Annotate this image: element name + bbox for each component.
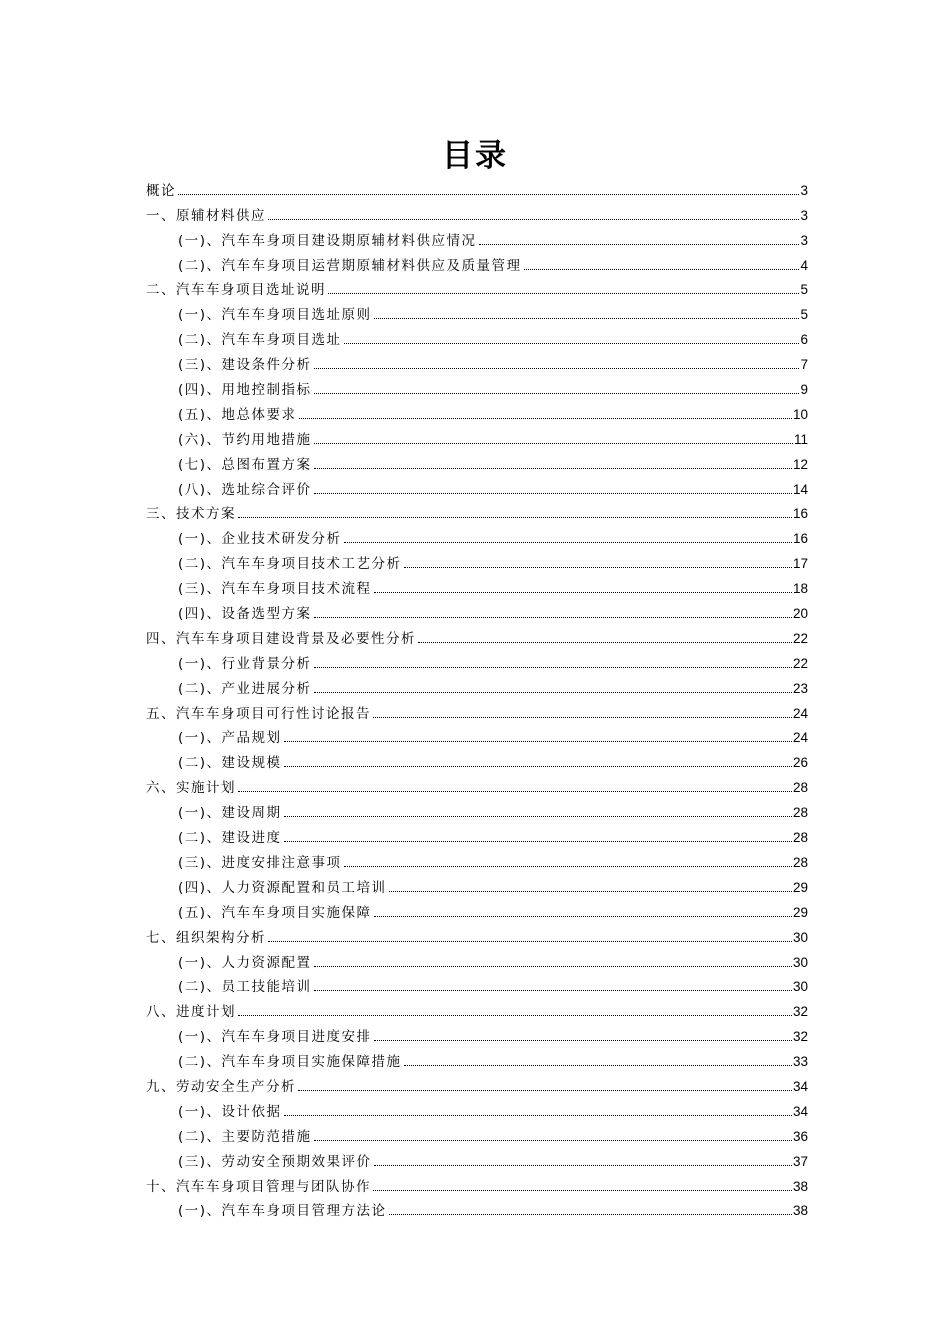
toc-entry[interactable] <box>146 1195 808 1220</box>
toc-entry[interactable] <box>146 821 808 846</box>
toc-entry-label: (一)、汽车车身项目选址原则 <box>178 307 372 324</box>
toc-entry-label: (一)、设计依据 <box>178 1103 282 1120</box>
toc-entry-label: 七、组织架构分析 <box>146 929 266 946</box>
toc-entry[interactable] <box>146 672 808 697</box>
toc-entry[interactable] <box>146 647 808 672</box>
toc-entry[interactable] <box>146 1045 808 1070</box>
dot-leader <box>374 916 792 917</box>
toc-entry[interactable] <box>146 1070 808 1095</box>
toc-entry-label: (二)、建设规模 <box>178 755 282 772</box>
dot-leader <box>314 393 800 394</box>
toc-entry-page-number: 3 <box>800 207 808 223</box>
toc-entry-page-number: 6 <box>800 332 808 348</box>
toc-entry[interactable] <box>146 547 808 572</box>
toc-entry-label: (一)、汽车车身项目进度安排 <box>178 1029 372 1046</box>
toc-entry-page-number: 16 <box>792 506 808 522</box>
toc-entry-label: (一)、产品规划 <box>178 730 282 747</box>
toc-entry[interactable] <box>146 946 808 971</box>
dot-leader <box>404 567 792 568</box>
toc-entry[interactable] <box>146 597 808 622</box>
toc-entry-page-number: 23 <box>792 680 808 696</box>
toc-entry-label: 三、技术方案 <box>146 506 236 523</box>
dot-leader <box>374 1165 792 1166</box>
toc-entry-label: (四)、用地控制指标 <box>178 382 312 399</box>
toc-entry-page-number: 3 <box>800 182 808 198</box>
toc-entry-label: (七)、总图布置方案 <box>178 456 312 473</box>
toc-entry-label: 六、实施计划 <box>146 780 236 797</box>
toc-entry-page-number: 32 <box>792 1029 808 1045</box>
dot-leader <box>268 219 799 220</box>
toc-entry-page-number: 22 <box>792 655 808 671</box>
dot-leader <box>314 1140 792 1141</box>
dot-leader <box>238 1015 792 1016</box>
toc-entry[interactable] <box>146 199 808 224</box>
toc-entry-page-number: 12 <box>792 456 808 472</box>
dot-leader <box>374 318 800 319</box>
toc-entry[interactable] <box>146 572 808 597</box>
toc-entry-page-number: 28 <box>792 780 808 796</box>
dot-leader <box>389 1214 792 1215</box>
dot-leader <box>314 493 792 494</box>
toc-entry-page-number: 36 <box>792 1128 808 1144</box>
dot-leader <box>373 717 792 718</box>
toc-entry-page-number: 9 <box>800 382 808 398</box>
toc-entry[interactable] <box>146 796 808 821</box>
table-of-contents <box>146 174 808 1219</box>
dot-leader <box>299 418 792 419</box>
toc-entry[interactable] <box>146 722 808 747</box>
toc-entry-label: 概论 <box>146 182 176 199</box>
toc-entry-page-number: 5 <box>800 282 808 298</box>
toc-entry-page-number: 10 <box>792 406 808 422</box>
toc-entry-label: (一)、汽车车身项目建设期原辅材料供应情况 <box>178 232 477 249</box>
toc-entry[interactable] <box>146 373 808 398</box>
toc-entry-page-number: 22 <box>792 630 808 646</box>
toc-entry[interactable] <box>146 622 808 647</box>
toc-entry[interactable] <box>146 697 808 722</box>
dot-leader <box>418 642 792 643</box>
toc-entry[interactable] <box>146 971 808 996</box>
toc-entry-label: (二)、产业进展分析 <box>178 680 312 697</box>
toc-entry[interactable] <box>146 1120 808 1145</box>
toc-entry[interactable] <box>146 1170 808 1195</box>
toc-entry-label: 九、劳动安全生产分析 <box>146 1078 296 1095</box>
dot-leader <box>284 741 792 742</box>
toc-entry[interactable] <box>146 473 808 498</box>
dot-leader <box>314 990 792 991</box>
toc-entry-label: (六)、节约用地措施 <box>178 431 312 448</box>
dot-leader <box>479 244 800 245</box>
toc-entry-page-number: 30 <box>792 929 808 945</box>
dot-leader <box>314 617 792 618</box>
toc-entry-page-number: 11 <box>793 431 808 447</box>
toc-entry-label: (一)、行业背景分析 <box>178 655 312 672</box>
toc-entry-page-number: 24 <box>792 730 808 746</box>
toc-entry[interactable] <box>146 746 808 771</box>
dot-leader <box>314 443 793 444</box>
toc-entry-page-number: 4 <box>800 257 808 273</box>
toc-entry-label: (二)、主要防范措施 <box>178 1128 312 1145</box>
toc-entry[interactable] <box>146 1145 808 1170</box>
toc-entry-page-number: 38 <box>792 1203 808 1219</box>
dot-leader <box>374 592 792 593</box>
toc-entry-label: (一)、人力资源配置 <box>178 954 312 971</box>
toc-entry[interactable] <box>146 398 808 423</box>
toc-entry-page-number: 7 <box>800 357 808 373</box>
toc-entry-label: (二)、汽车车身项目选址 <box>178 332 342 349</box>
toc-entry-page-number: 28 <box>792 805 808 821</box>
toc-entry-page-number: 28 <box>792 854 808 870</box>
toc-entry-page-number: 30 <box>792 954 808 970</box>
toc-entry-page-number: 17 <box>792 556 808 572</box>
toc-entry-label: (二)、建设进度 <box>178 830 282 847</box>
dot-leader <box>298 1090 792 1091</box>
toc-entry-page-number: 14 <box>792 481 808 497</box>
toc-entry-label: 二、汽车车身项目选址说明 <box>146 282 326 299</box>
dot-leader <box>284 816 792 817</box>
toc-entry-page-number: 5 <box>800 307 808 323</box>
toc-entry[interactable] <box>146 896 808 921</box>
toc-entry-page-number: 34 <box>792 1103 808 1119</box>
page-title: 目录 <box>442 138 508 174</box>
toc-entry[interactable] <box>146 298 808 323</box>
toc-entry[interactable] <box>146 348 808 373</box>
toc-entry-label: (三)、汽车车身项目技术流程 <box>178 581 372 598</box>
toc-entry[interactable] <box>146 995 808 1020</box>
toc-entry-label: (四)、人力资源配置和员工培训 <box>178 879 387 896</box>
toc-entry-label: (四)、设备选型方案 <box>178 606 312 623</box>
toc-entry-label: 十、汽车车身项目管理与团队协作 <box>146 1178 371 1195</box>
dot-leader <box>344 866 792 867</box>
toc-entry-label: (三)、建设条件分析 <box>178 357 312 374</box>
dot-leader <box>314 368 800 369</box>
dot-leader <box>284 841 792 842</box>
dot-leader <box>344 542 792 543</box>
dot-leader <box>314 966 792 967</box>
dot-leader <box>238 791 792 792</box>
toc-entry-page-number: 38 <box>792 1178 808 1194</box>
dot-leader <box>404 1065 792 1066</box>
toc-entry-label: (三)、进度安排注意事项 <box>178 854 342 871</box>
toc-entry-page-number: 34 <box>792 1078 808 1094</box>
dot-leader <box>314 692 792 693</box>
dot-leader <box>178 194 799 195</box>
dot-leader <box>314 468 792 469</box>
toc-entry-page-number: 18 <box>792 581 808 597</box>
toc-entry[interactable] <box>146 448 808 473</box>
toc-entry[interactable] <box>146 249 808 274</box>
toc-entry-label: (一)、企业技术研发分析 <box>178 531 342 548</box>
toc-entry[interactable] <box>146 174 808 199</box>
toc-entry-label: (一)、汽车车身项目管理方法论 <box>178 1203 387 1220</box>
dot-leader <box>268 941 792 942</box>
toc-entry-page-number: 32 <box>792 1004 808 1020</box>
toc-entry-page-number: 26 <box>792 755 808 771</box>
dot-leader <box>314 667 792 668</box>
toc-entry-label: 五、汽车车身项目可行性讨论报告 <box>146 705 371 722</box>
toc-entry-label: (一)、建设周期 <box>178 805 282 822</box>
toc-entry-page-number: 20 <box>792 606 808 622</box>
toc-entry[interactable] <box>146 498 808 523</box>
dot-leader <box>284 1115 792 1116</box>
dot-leader <box>284 766 792 767</box>
toc-entry[interactable] <box>146 522 808 547</box>
toc-entry[interactable] <box>146 1095 808 1120</box>
toc-entry-label: (二)、汽车车身项目实施保障措施 <box>178 1054 402 1071</box>
toc-entry-label: (二)、汽车车身项目运营期原辅材料供应及质量管理 <box>178 257 522 274</box>
toc-entry-label: (五)、地总体要求 <box>178 406 297 423</box>
toc-entry-page-number: 30 <box>792 979 808 995</box>
dot-leader <box>373 1190 792 1191</box>
toc-entry-page-number: 24 <box>792 705 808 721</box>
dot-leader <box>328 293 799 294</box>
toc-entry-label: 一、原辅材料供应 <box>146 207 266 224</box>
toc-entry-page-number: 3 <box>800 232 808 248</box>
toc-entry[interactable] <box>146 771 808 796</box>
toc-entry-label: (二)、员工技能培训 <box>178 979 312 996</box>
toc-entry-page-number: 33 <box>792 1054 808 1070</box>
toc-entry-label: (二)、汽车车身项目技术工艺分析 <box>178 556 402 573</box>
toc-entry-page-number: 29 <box>792 904 808 920</box>
toc-entry[interactable] <box>146 274 808 299</box>
dot-leader <box>344 343 800 344</box>
toc-entry-label: (三)、劳动安全预期效果评价 <box>178 1153 372 1170</box>
toc-entry[interactable] <box>146 871 808 896</box>
toc-entry-page-number: 37 <box>792 1153 808 1169</box>
toc-entry-label: 八、进度计划 <box>146 1004 236 1021</box>
toc-entry-page-number: 16 <box>792 531 808 547</box>
dot-leader <box>374 1040 792 1041</box>
dot-leader <box>524 269 800 270</box>
toc-entry[interactable] <box>146 423 808 448</box>
toc-entry-page-number: 29 <box>792 879 808 895</box>
dot-leader <box>238 517 792 518</box>
toc-entry[interactable] <box>146 323 808 348</box>
toc-entry-label: (八)、选址综合评价 <box>178 481 312 498</box>
toc-entry-page-number: 28 <box>792 830 808 846</box>
toc-entry[interactable] <box>146 846 808 871</box>
toc-entry[interactable] <box>146 921 808 946</box>
dot-leader <box>389 891 792 892</box>
toc-entry-label: 四、汽车车身项目建设背景及必要性分析 <box>146 630 416 647</box>
toc-entry-label: (五)、汽车车身项目实施保障 <box>178 904 372 921</box>
toc-entry[interactable] <box>146 224 808 249</box>
toc-entry[interactable] <box>146 1020 808 1045</box>
